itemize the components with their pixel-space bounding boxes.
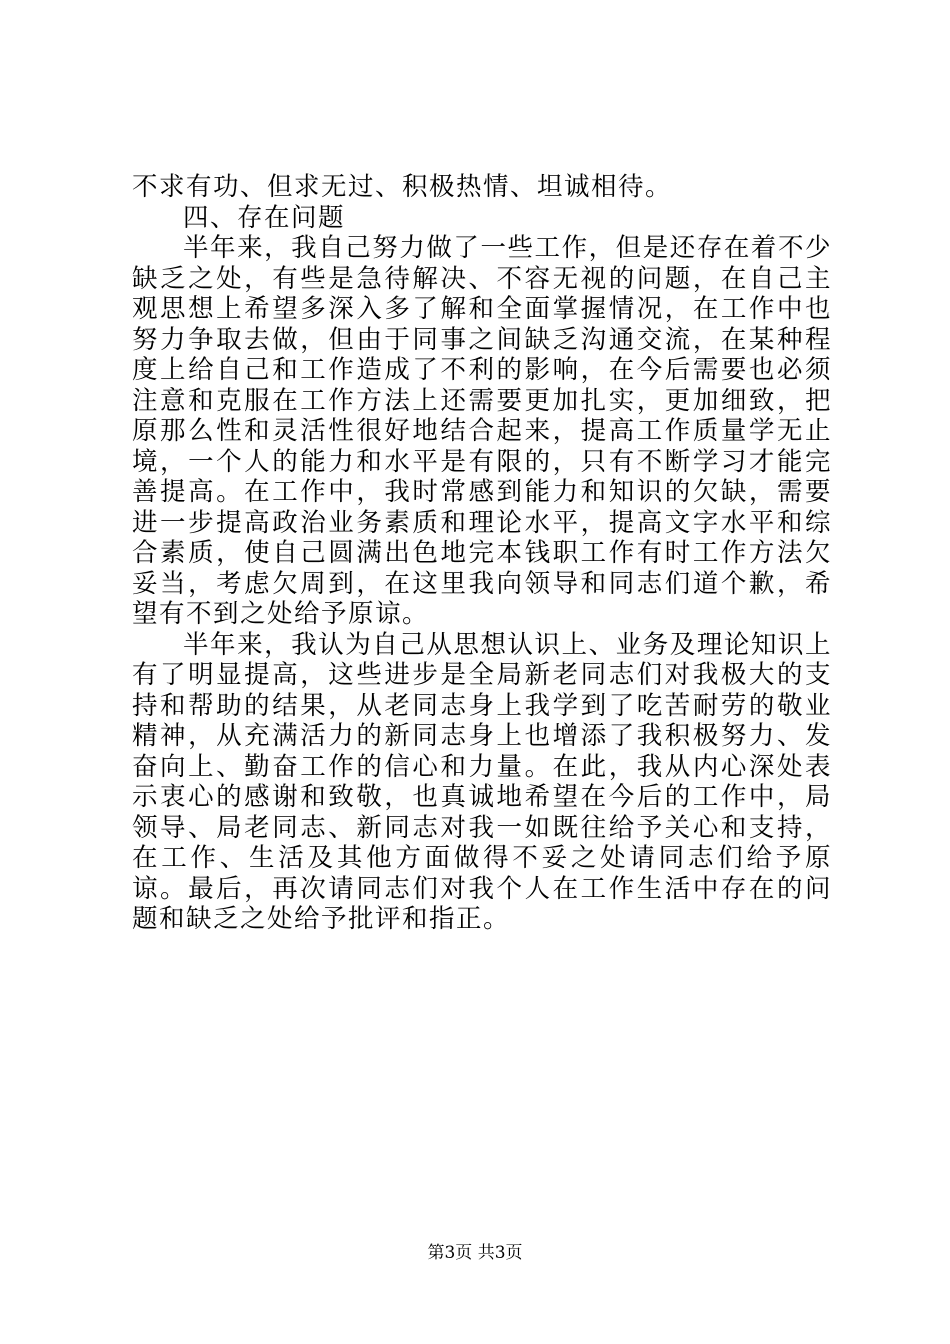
paragraph-problems: 半年来，我自己努力做了一些工作，但是还存在着不少缺乏之处，有些是急待解决、不容无视的问题，在自己主观思想上希望多深入多了解和全面掌握情况，在工作中也努力争取去做，但由于同事之间缺乏沟通交流，在某种程度上给自己和工作造成了不利的影响，在今后需要也必须注意和克服在工作方法上还需要更加扎实，更加细致，把原那么性和灵活性很好地结合起来，提高工作质量学无止境，一个人的能力和水平是有限的，只有不断学习才能完善提高。在工作中，我时常感到能力和知识的欠缺，需要进一步提高政治业务素质和理论水平，提高文字水平和综合素质，使自己圆满出色地完本钱职工作有时工作方法欠妥当，考虑欠周到，在这里我向领导和同志们道个歉，希望有不到之处给予原谅。 (132, 233, 832, 629)
document-body (132, 172, 832, 935)
paragraph-conclusion: 半年来，我认为自己从思想认识上、业务及理论知识上有了明显提高，这些进步是全局新老同志们对我极大的支持和帮助的结果，从老同志身上我学到了吃苦耐劳的敬业精神，从充满活力的新同志身上也增添了我积极努力、发奋向上、勤奋工作的信心和力量。在此，我从内心深处表示衷心的感谢和致敬，也真诚地希望在今后的工作中，局领导、局老同志、新同志对我一如既往给予关心和支持，在工作、生活及其他方面做得不妥之处请同志们给予原谅。最后，再次请同志们对我个人在工作生活中存在的问题和缺乏之处给予批评和指正。 (132, 629, 832, 934)
paragraph-continuation: 不求有功、但求无过、积极热情、坦诚相待。 (132, 172, 673, 202)
page-number-footer: 第3页 共3页 (427, 1243, 523, 1263)
section-heading: 四、存在问题 (183, 202, 346, 233)
